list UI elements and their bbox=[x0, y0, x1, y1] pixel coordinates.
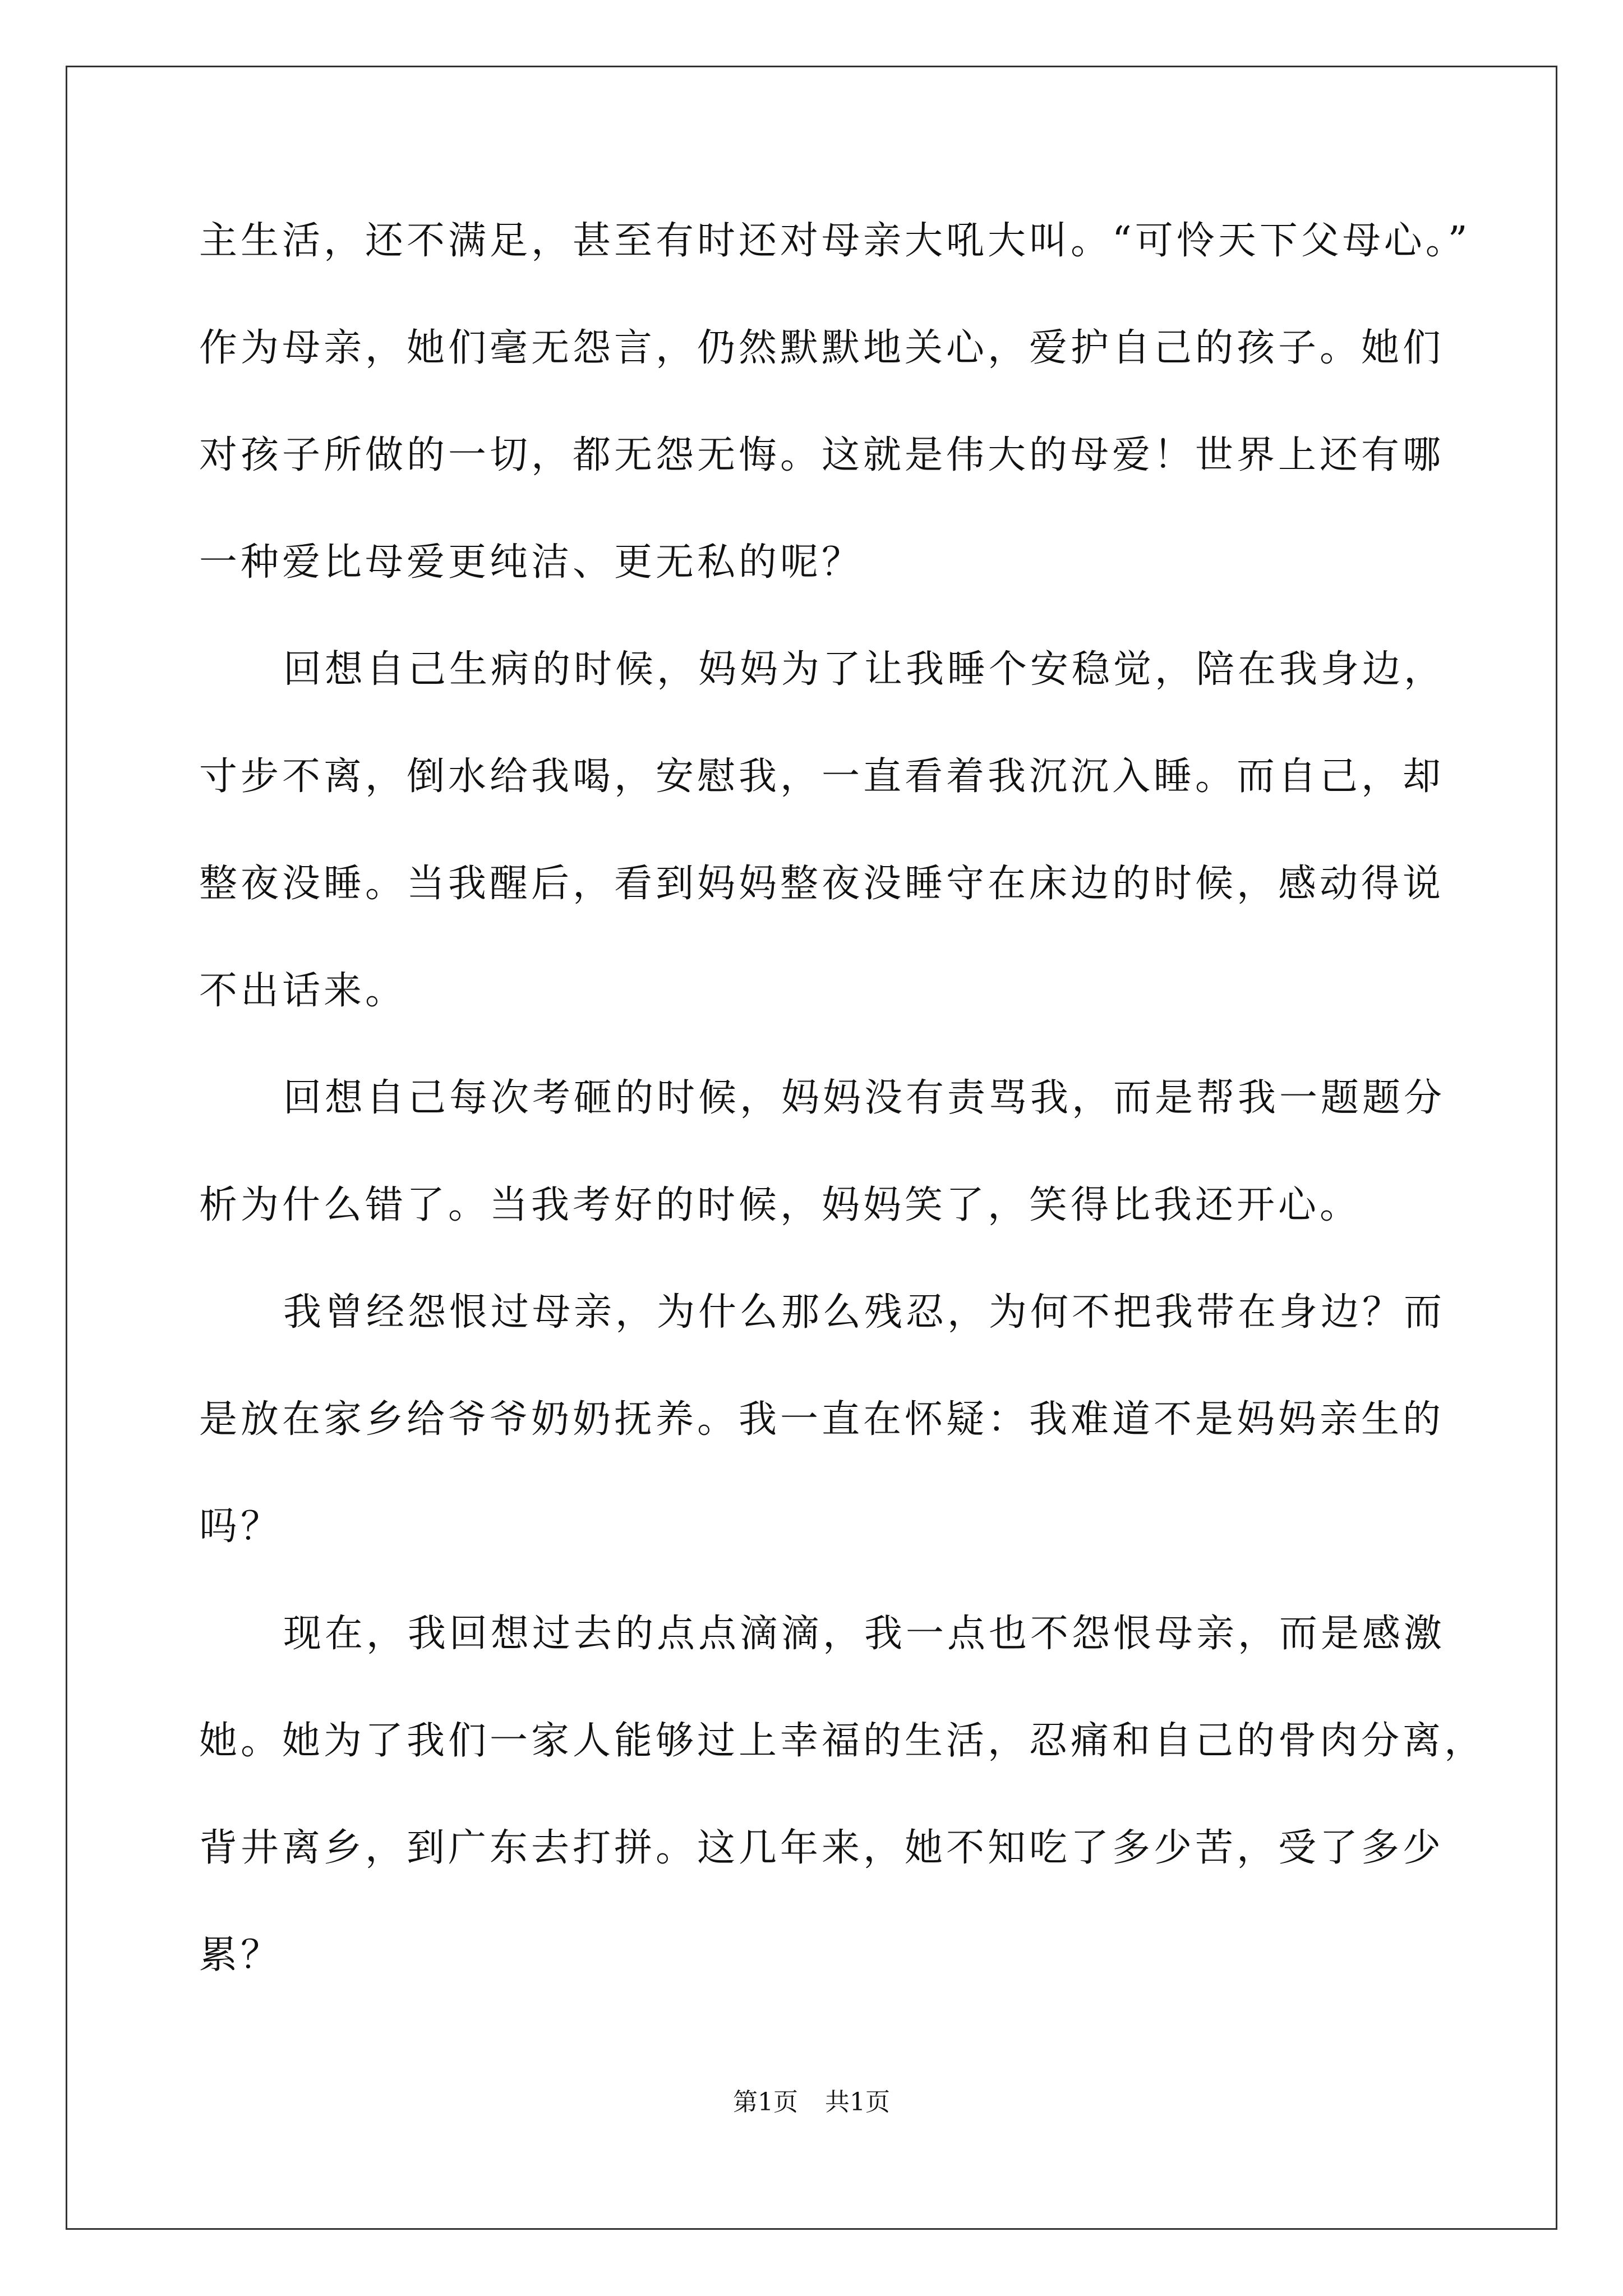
page-number: 第1页 bbox=[733, 2088, 798, 2116]
page-total: 共1页 bbox=[825, 2088, 890, 2116]
page-footer bbox=[0, 2086, 1623, 2119]
text-line: 累？ bbox=[199, 1933, 283, 1977]
text-line: 不出话来。 bbox=[199, 969, 407, 1013]
text-line: 现在，我回想过去的点点滴滴，我一点也不怨恨母亲，而是感激 bbox=[283, 1612, 1446, 1656]
text-line: 吗？ bbox=[199, 1504, 283, 1549]
text-line: 我曾经怨恨过母亲，为什么那么残忍，为何不把我带在身边？而 bbox=[283, 1290, 1446, 1335]
text-line: 对孩子所做的一切，都无怨无悔。这就是伟大的母爱！世界上还有哪 bbox=[199, 433, 1445, 477]
text-line: 背井离乡，到广东去打拼。这几年来，她不知吃了多少苦，受了多少 bbox=[199, 1826, 1445, 1870]
text-line: 回想自己每次考砸的时候，妈妈没有责骂我，而是帮我一题题分 bbox=[283, 1076, 1446, 1120]
text-line: 回想自己生病的时候，妈妈为了让我睡个安稳觉，陪在我身边， bbox=[283, 647, 1446, 692]
text-line: 主生活，还不满足，甚至有时还对母亲大吼大叫。“可怜天下父母心。” bbox=[199, 219, 1471, 263]
text-line: 一种爱比母爱更纯洁、更无私的呢？ bbox=[199, 540, 864, 585]
text-line: 是放在家乡给爷爷奶奶抚养。我一直在怀疑：我难道不是妈妈亲生的 bbox=[199, 1397, 1445, 1442]
text-line: 寸步不离，倒水给我喝，安慰我，一直看着我沉沉入睡。而自己，却 bbox=[199, 754, 1445, 799]
text-line: 她。她为了我们一家人能够过上幸福的生活，忍痛和自己的骨肉分离， bbox=[199, 1719, 1486, 1763]
text-line: 整夜没睡。当我醒后，看到妈妈整夜没睡守在床边的时候，感动得说 bbox=[199, 862, 1445, 906]
page-border bbox=[66, 66, 1557, 2230]
text-line: 作为母亲，她们毫无怨言，仍然默默地关心，爱护自己的孩子。她们 bbox=[199, 326, 1445, 370]
text-line: 析为什么错了。当我考好的时候，妈妈笑了，笑得比我还开心。 bbox=[199, 1183, 1362, 1227]
